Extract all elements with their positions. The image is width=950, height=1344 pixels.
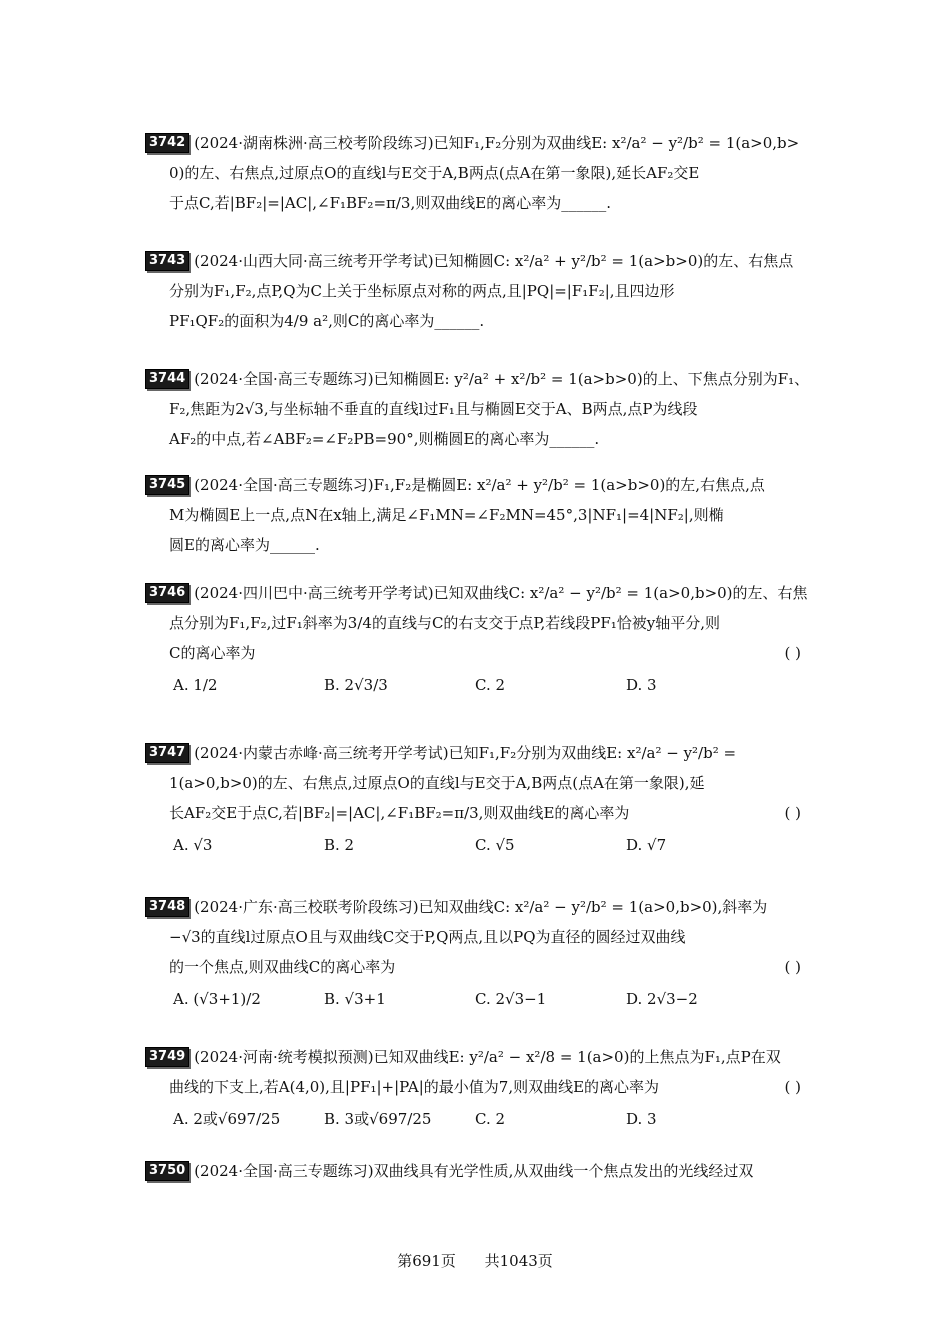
problem-text: (2024·全国·高三专题练习)双曲线具有光学性质,从双曲线一个焦点发出的光线经过双: [194, 1162, 754, 1180]
choice-b[interactable]: B. √3+1: [324, 990, 386, 1008]
problem-number-badge: 3749: [145, 1047, 189, 1067]
problem-text: 1(a>0,b>0)的左、右焦点,过原点O的直线l与E交于A,B两点(点A在第一象限),延: [169, 774, 705, 792]
problem-3747: [145, 738, 807, 862]
answer-bracket: ( ): [784, 804, 801, 822]
problem-text: (2024·内蒙古赤峰·高三统考开学考试)已知F₁,F₂分别为双曲线E: x²/a² − y²/b² =: [194, 744, 737, 762]
choice-b[interactable]: B. 2: [324, 836, 355, 854]
problem-text: 分别为F₁,F₂,点P,Q为C上关于坐标原点对称的两点,且|PQ|=|F₁F₂|,且四边形: [169, 282, 675, 300]
problem-text: F₂,焦距为2√3,与坐标轴不垂直的直线l过F₁且与椭圆E交于A、B两点,点P为线段: [169, 400, 698, 418]
choice-b[interactable]: B. 2√3/3: [324, 676, 388, 694]
problem-text: (2024·河南·统考模拟预测)已知双曲线E: y²/a² − x²/8 = 1(a>0)的上焦点为F₁,点P在双: [194, 1048, 781, 1066]
problem-text: (2024·全国·高三专题练习)F₁,F₂是椭圆E: x²/a² + y²/b² = 1(a>b>0)的左,右焦点,点: [194, 476, 765, 494]
problem-3745: [145, 470, 807, 560]
problem-number-badge: 3745: [145, 475, 189, 495]
problem-text: PF₁QF₂的面积为4/9 a²,则C的离心率为______.: [169, 312, 485, 330]
answer-bracket: ( ): [784, 958, 801, 976]
page-total: 共1043页: [484, 1252, 553, 1270]
problem-text: 曲线的下支上,若A(4,0),且|PF₁|+|PA|的最小值为7,则双曲线E的离心率为: [169, 1078, 660, 1096]
problem-number-badge: 3747: [145, 743, 189, 763]
choice-c[interactable]: C. √5: [475, 836, 515, 854]
problem-text: 0)的左、右焦点,过原点O的直线l与E交于A,B两点(点A在第一象限),延长AF₂交E: [169, 164, 700, 182]
choice-d[interactable]: D. 2√3−2: [626, 990, 698, 1008]
page-number: 第691页: [397, 1252, 456, 1270]
choice-d[interactable]: D. √7: [626, 836, 667, 854]
choice-list: [145, 668, 807, 702]
choice-a[interactable]: A. √3: [173, 836, 213, 854]
problem-text: 点分别为F₁,F₂,过F₁斜率为3/4的直线与C的右支交于点P,若线段PF₁恰被y轴平分,则: [169, 614, 720, 632]
choice-list: [145, 828, 807, 862]
problem-text: (2024·四川巴中·高三统考开学考试)已知双曲线C: x²/a² − y²/b² = 1(a>0,b>0)的左、右焦: [194, 584, 808, 602]
problem-number-badge: 3743: [145, 251, 189, 271]
problem-text: −√3的直线l过原点O且与双曲线C交于P,Q两点,且以PQ为直径的圆经过双曲线: [169, 928, 686, 946]
problem-text: (2024·湖南株洲·高三校考阶段练习)已知F₁,F₂分别为双曲线E: x²/a² − y²/b² = 1(a>0,b>: [194, 134, 800, 152]
problem-3742: [145, 128, 807, 218]
answer-bracket: ( ): [784, 644, 801, 662]
choice-c[interactable]: C. 2: [475, 676, 506, 694]
choice-c[interactable]: C. 2: [475, 1110, 506, 1128]
problem-3750: [145, 1156, 807, 1186]
page-footer: [0, 1250, 950, 1271]
choice-b[interactable]: B. 3或√697/25: [324, 1110, 432, 1128]
choice-d[interactable]: D. 3: [626, 1110, 657, 1128]
problem-3749: [145, 1042, 807, 1136]
problem-text: M为椭圆E上一点,点N在x轴上,满足∠F₁MN=∠F₂MN=45°,3|NF₁|=4|NF₂|,则椭: [169, 506, 724, 524]
answer-bracket: ( ): [784, 1078, 801, 1096]
choice-list: [145, 1102, 807, 1136]
problem-text: 长AF₂交E于点C,若|BF₂|=|AC|,∠F₁BF₂=π/3,则双曲线E的离心率为: [169, 804, 630, 822]
problem-text: (2024·山西大同·高三统考开学考试)已知椭圆C: x²/a² + y²/b² = 1(a>b>0)的左、右焦点: [194, 252, 794, 270]
problem-text: AF₂的中点,若∠ABF₂=∠F₂PB=90°,则椭圆E的离心率为______.: [169, 430, 600, 448]
choice-a[interactable]: A. (√3+1)/2: [173, 990, 261, 1008]
choice-a[interactable]: A. 1/2: [173, 676, 218, 694]
problem-number-badge: 3748: [145, 897, 189, 917]
problem-3748: [145, 892, 807, 1016]
problem-text: 于点C,若|BF₂|=|AC|,∠F₁BF₂=π/3,则双曲线E的离心率为______.: [169, 194, 611, 212]
problem-3746: [145, 578, 807, 702]
choice-a[interactable]: A. 2或√697/25: [173, 1110, 281, 1128]
problem-text: C的离心率为: [169, 644, 256, 662]
choice-list: [145, 982, 807, 1016]
problem-3743: [145, 246, 807, 336]
choice-d[interactable]: D. 3: [626, 676, 657, 694]
problem-text: (2024·广东·高三校联考阶段练习)已知双曲线C: x²/a² − y²/b² = 1(a>0,b>0),斜率为: [194, 898, 768, 916]
choice-c[interactable]: C. 2√3−1: [475, 990, 547, 1008]
problem-text: 圆E的离心率为______.: [169, 536, 320, 554]
problem-text: 的一个焦点,则双曲线C的离心率为: [169, 958, 396, 976]
problem-text: (2024·全国·高三专题练习)已知椭圆E: y²/a² + x²/b² = 1(a>b>0)的上、下焦点分别为F₁、: [194, 370, 810, 388]
problem-number-badge: 3742: [145, 133, 189, 153]
problem-number-badge: 3744: [145, 369, 189, 389]
problem-3744: [145, 364, 810, 454]
problem-number-badge: 3750: [145, 1161, 189, 1181]
problem-number-badge: 3746: [145, 583, 189, 603]
